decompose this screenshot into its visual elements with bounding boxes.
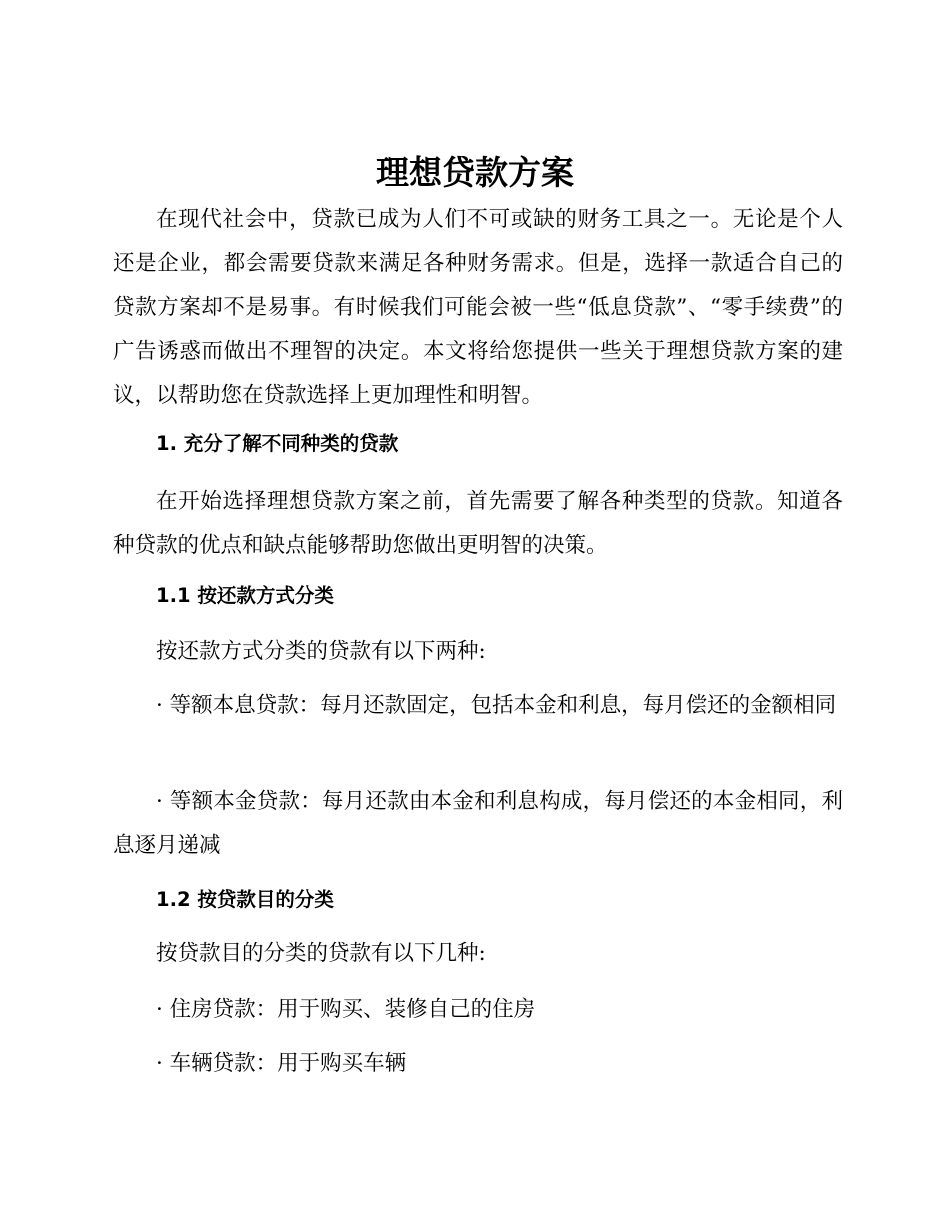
section-1-2-paragraph: 按贷款目的分类的贷款有以下几种:	[156, 941, 486, 966]
section-1-paragraph: 在开始选择理想贷款方案之前，首先需要了解各种类型的贷款。知道各种贷款的优点和缺点能够帮助您做出更明智的决策。	[113, 489, 843, 558]
bullet-housing-loan: · 住房贷款：用于购买、装修自己的住房	[156, 997, 536, 1022]
bullet-equal-installment: · 等额本息贷款：每月还款固定，包括本金和利息，每月偿还的金额相同	[156, 693, 837, 718]
section-heading-1: 1. 充分了解不同种类的贷款	[156, 432, 399, 455]
section-heading-1-1: 1.1 按还款方式分类	[156, 584, 334, 607]
document-title: 理想贷款方案	[376, 153, 574, 192]
intro-paragraph: 在现代社会中，贷款已成为人们不可或缺的财务工具之一。无论是个人还是企业，都会需要贷款来满足各种财务需求。但是，选择一款适合自己的贷款方案却不是易事。有时候我们可能会被一些“低息贷款”、“零手续费”的广告诱惑而做出不理智的决定。本文将给您提供一些关于理想贷款方案的建议，以帮助您在贷款选择上更加理性和明智。	[113, 207, 843, 408]
section-1-1-paragraph: 按还款方式分类的贷款有以下两种:	[156, 639, 486, 664]
section-heading-1-2: 1.2 按贷款目的分类	[156, 888, 334, 911]
bullet-vehicle-loan: · 车辆贷款：用于购买车辆	[156, 1051, 407, 1076]
bullet-equal-principal: · 等额本金贷款：每月还款由本金和利息构成，每月偿还的本金相同，利息逐月递减	[113, 789, 843, 858]
